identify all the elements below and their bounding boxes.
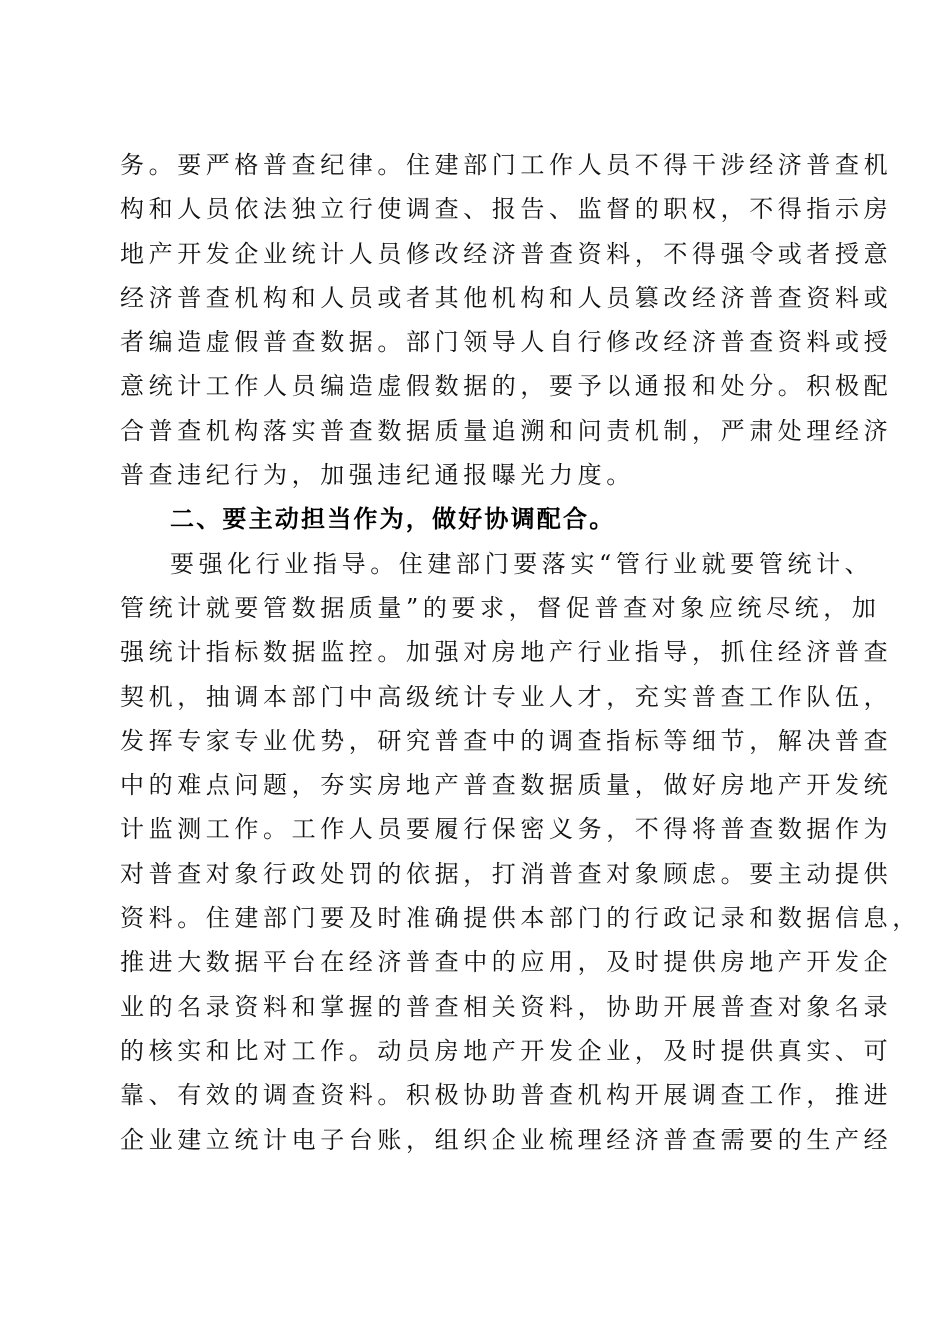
text-line: 合普查机构落实普查数据质量追溯和问责机制，严肃处理经济: [120, 416, 893, 445]
paragraph-industry-guidance: [120, 542, 921, 1162]
text-line: 契机，抽调本部门中高级统计专业人才，充实普查工作队伍，: [120, 682, 893, 711]
text-line: 要强化行业指导。住建部门要落实“管行业就要管统计、: [170, 549, 874, 578]
text-line: 推进大数据平台在经济普查中的应用，及时提供房地产开发企: [120, 948, 893, 977]
text-line: 的核实和比对工作。动员房地产开发企业，及时提供真实、可: [120, 1036, 893, 1065]
text-line: 构和人员依法独立行使调查、报告、监督的职权，不得指示房: [120, 195, 893, 224]
text-line: 地产开发企业统计人员修改经济普查资料，不得强令或者授意: [120, 239, 893, 268]
paragraph-strict-discipline: [120, 143, 893, 497]
text-line: 资料。住建部门要及时准确提供本部门的行政记录和数据信息，: [120, 904, 921, 933]
text-line: 务。要严格普查纪律。住建部门工作人员不得干涉经济普查机: [120, 151, 893, 179]
text-line: 意统计工作人员编造虚假数据的，要予以通报和处分。积极配: [120, 372, 893, 401]
text-line: 企业建立统计电子台账，组织企业梳理经济普查需要的生产经: [120, 1125, 893, 1154]
text-line: 中的难点问题，夯实房地产普查数据质量，做好房地产开发统: [120, 771, 893, 800]
text-line: 计监测工作。工作人员要履行保密义务，不得将普查数据作为: [120, 815, 893, 844]
text-line: 对普查对象行政处罚的依据，打消普查对象顾虑。要主动提供: [120, 859, 893, 888]
text-line: 经济普查机构和人员或者其他机构和人员篡改经济普查资料或: [120, 283, 893, 312]
text-line: 业的名录资料和掌握的普查相关资料，协助开展普查对象名录: [120, 992, 893, 1021]
text-line: 发挥专家专业优势，研究普查中的调查指标等细节，解决普查: [120, 726, 893, 755]
text-line: 普查违纪行为，加强违纪通报曝光力度。: [120, 461, 635, 490]
text-line: 者编造虚假普查数据。部门领导人自行修改经济普查资料或授: [120, 328, 893, 357]
section-heading: 二、要主动担当作为，做好协调配合。: [170, 505, 616, 534]
text-line: 靠、有效的调查资料。积极协助普查机构开展调查工作，推进: [120, 1081, 893, 1110]
text-line: 管统计就要管数据质量”的要求，督促普查对象应统尽统，加: [120, 593, 881, 622]
document-body: [120, 143, 921, 1162]
text-line: 强统计指标数据监控。加强对房地产行业指导，抓住经济普查: [120, 638, 893, 667]
